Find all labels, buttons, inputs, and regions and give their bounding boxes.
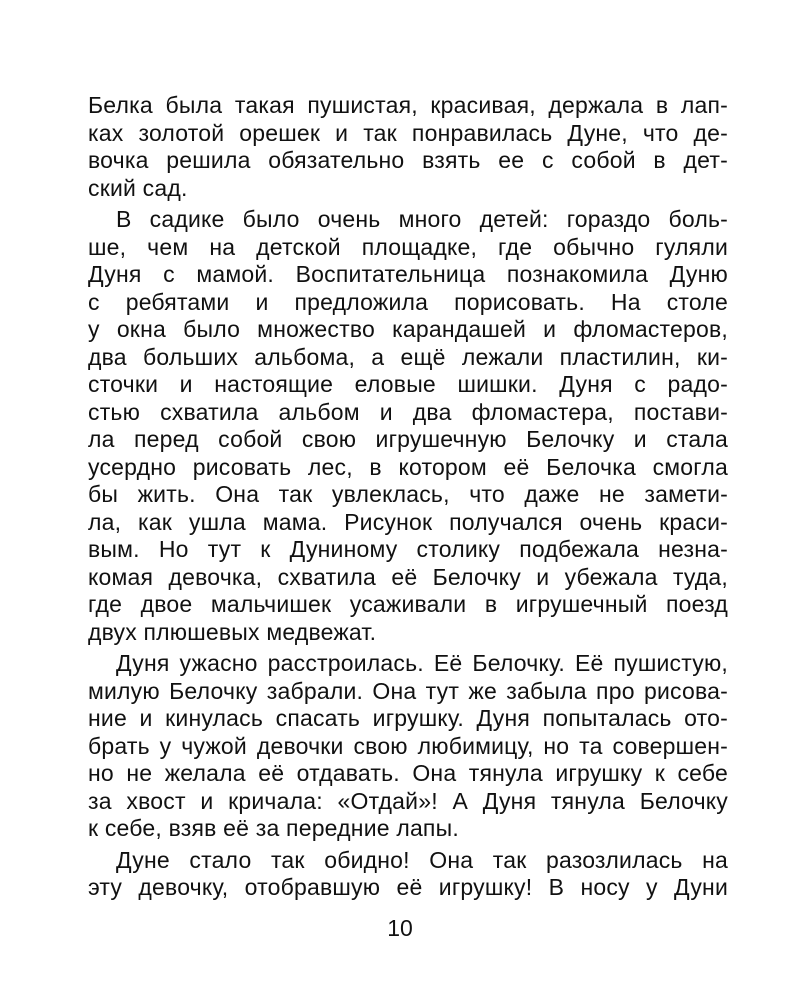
text-line: за хвост и кричала: «Отдай»! А Дуня тянула Белочку (88, 787, 728, 814)
text-line: Белка была такая пушистая, красивая, держала в лап- (88, 92, 728, 118)
paragraph-4 (88, 847, 728, 902)
text-line: брать у чужой девочки свою любимицу, но та совершен- (88, 732, 728, 759)
text-line: вочка решила обязательно взять ее с собой в дет- (88, 147, 728, 173)
text-line: двух плюшевых медвежат. (88, 618, 377, 645)
paragraph-2 (88, 206, 728, 646)
text-line: комая девочка, схватила её Белочку и убежала туда, (88, 563, 728, 590)
text-line: ние и кинулась спасать игрушку. Дуня попыталась ото- (88, 705, 728, 731)
text-line: вым. Но тут к Дуниному столику подбежала незна- (88, 536, 728, 562)
text-line: усердно рисовать лес, в котором её Белочка смогла (88, 453, 728, 480)
page-number: 10 (387, 915, 413, 941)
text-line: милую Белочку забрали. Она тут же забыла про рисова- (88, 677, 728, 704)
text-line: у окна было множество карандашей и фломастеров, (88, 316, 728, 342)
text-line: эту девочку, отобравшую её игрушку! В носу у Дуни (88, 874, 728, 900)
text-line: ла перед собой свою игрушечную Белочку и стала (88, 426, 728, 452)
page-text (88, 92, 728, 912)
text-line: ках золотой орешек и так понравилась Дуне, что де- (88, 119, 728, 146)
text-line: Дуне стало так обидно! Она так разозлилась на (116, 846, 728, 873)
paragraph-1 (88, 92, 728, 202)
text-line: Дуня с мамой. Воспитательница познакомила Дуню (88, 261, 728, 287)
text-line: стью схватила альбом и два фломастера, постави- (88, 398, 728, 425)
text-line: ла, как ушла мама. Рисунок получался очень краси- (88, 508, 728, 535)
text-line: Дуня ужасно расстроилась. Её Белочку. Её пушистую, (116, 650, 728, 676)
paragraph-3 (88, 650, 728, 843)
text-line: но не желала её отдавать. Она тянула игрушку к себе (88, 760, 728, 786)
text-line: сточки и настоящие еловые шишки. Дуня с радо- (88, 371, 728, 397)
text-line: В садике было очень много детей: гораздо боль- (116, 206, 728, 232)
text-line: ше, чем на детской площадке, где обычно гуляли (88, 233, 728, 260)
text-line: где двое мальчишек усаживали в игрушечный поезд (88, 591, 728, 617)
text-line: бы жить. Она так увлеклась, что даже не замети- (88, 481, 728, 507)
text-line: к себе, взяв её за передние лапы. (88, 815, 459, 841)
text-line: с ребятами и предложила порисовать. На столе (88, 288, 728, 315)
text-line: два больших альбома, а ещё лежали пластилин, ки- (88, 343, 728, 370)
text-line: ский сад. (88, 174, 188, 201)
